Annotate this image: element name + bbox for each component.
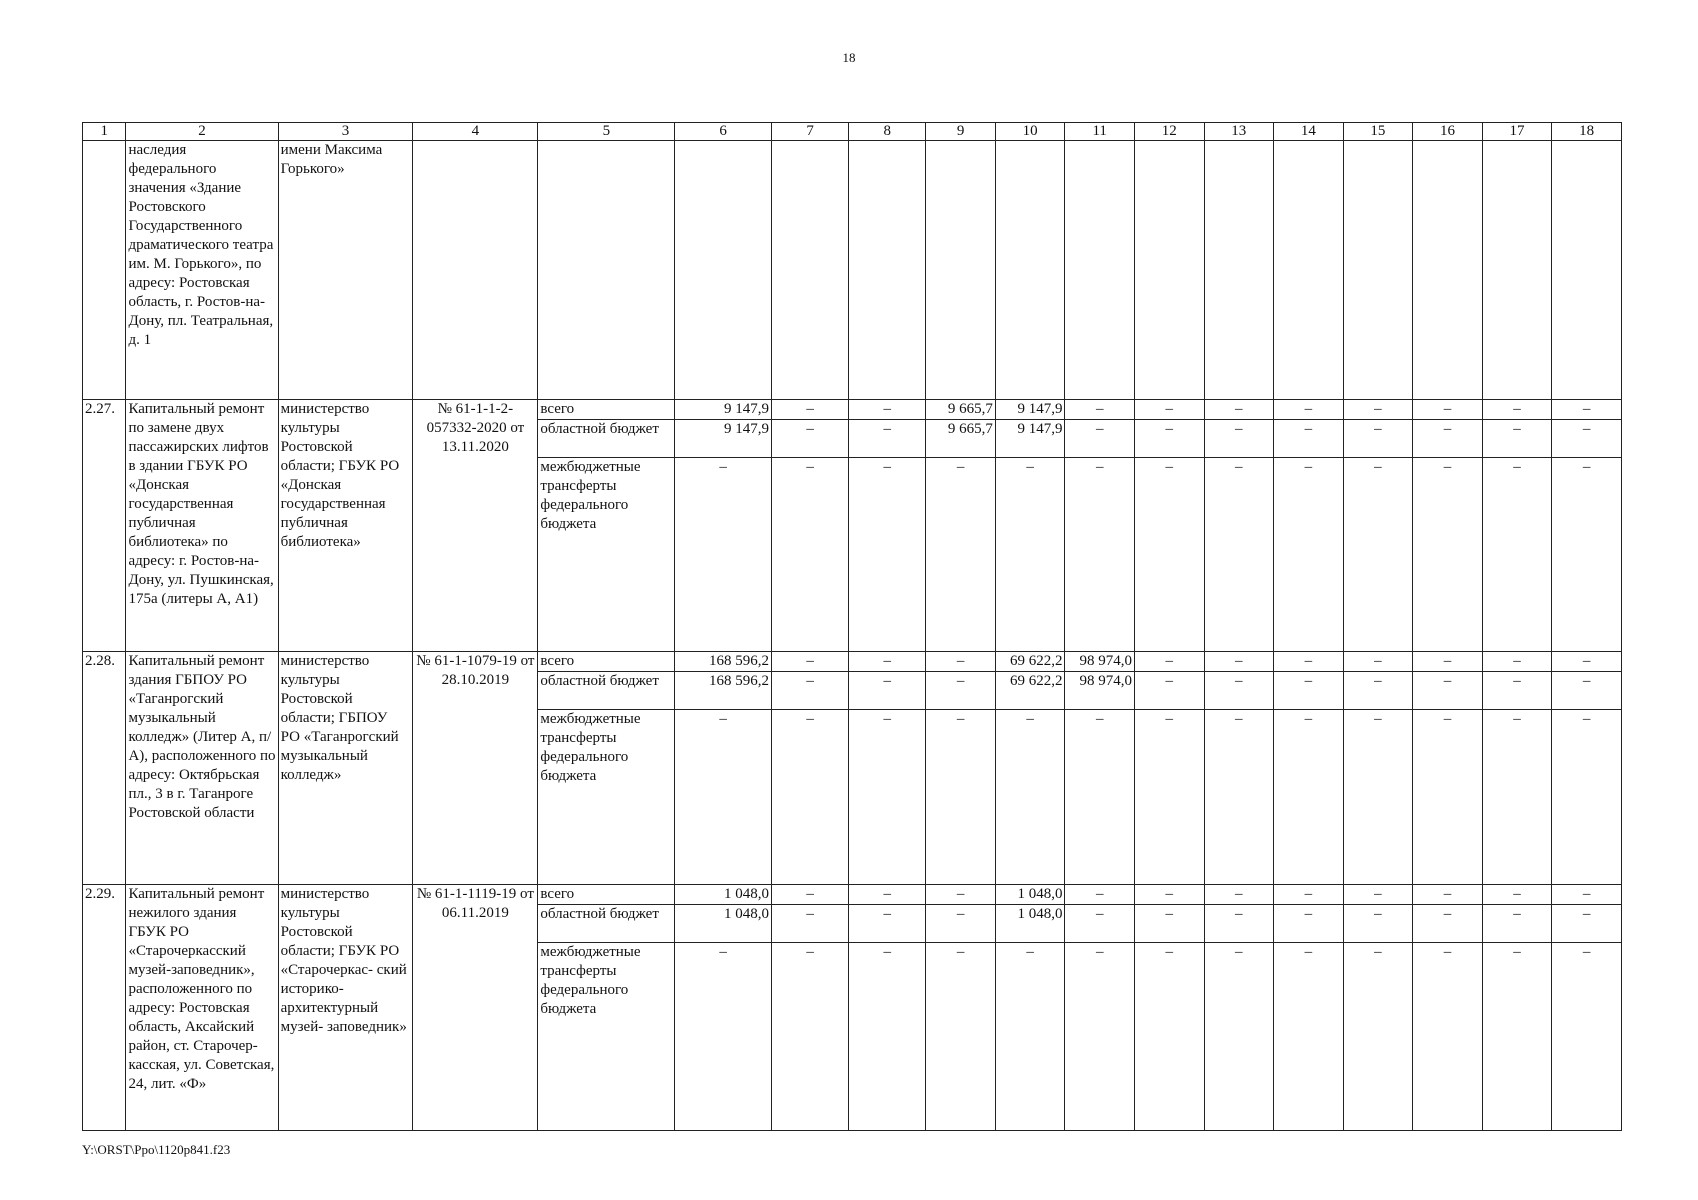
document-number: № 61-1-1079-19 от 28.10.2019 xyxy=(413,652,538,885)
amount-cell: – xyxy=(1413,710,1483,885)
column-header: 13 xyxy=(1204,123,1274,141)
document-number: № 61-1-1119-19 от 06.11.2019 xyxy=(413,885,538,1131)
column-header: 3 xyxy=(278,123,413,141)
amount-cell: – xyxy=(1343,420,1413,458)
amount-cell: – xyxy=(1343,943,1413,1131)
amount-cell: – xyxy=(1204,420,1274,458)
funding-source: межбюджетные трансферты федерального бюджета xyxy=(538,710,675,885)
row-number: 2.29. xyxy=(83,885,126,1131)
column-header: 5 xyxy=(538,123,675,141)
amount-cell: – xyxy=(995,710,1065,885)
amount-cell: – xyxy=(1134,420,1204,458)
amount-cell: 9 147,9 xyxy=(675,400,772,420)
amount-cell: – xyxy=(675,943,772,1131)
column-header: 17 xyxy=(1482,123,1552,141)
amount-cell: – xyxy=(1343,652,1413,672)
amount-cell: – xyxy=(1482,710,1552,885)
amount-cell: 98 974,0 xyxy=(1065,672,1135,710)
amount-cell: – xyxy=(1482,672,1552,710)
column-header: 12 xyxy=(1134,123,1204,141)
amount-cell: – xyxy=(1552,710,1622,885)
amount-cell: – xyxy=(772,400,849,420)
amount-cell: – xyxy=(1204,672,1274,710)
amount-cell: – xyxy=(1552,885,1622,905)
amount-cell: – xyxy=(1065,458,1135,652)
amount-cell: – xyxy=(772,885,849,905)
amount-cell: – xyxy=(1204,905,1274,943)
funding-source: областной бюджет xyxy=(538,672,675,710)
table-row xyxy=(83,141,1622,400)
column-header: 7 xyxy=(772,123,849,141)
amount-cell: – xyxy=(1134,885,1204,905)
amount-cell: 1 048,0 xyxy=(675,905,772,943)
amount-cell: – xyxy=(1413,420,1483,458)
object-name: Капитальный ремонт по замене двух пассажирских лифтов в здании ГБУК РО «Донская государственная публичная библиотека» по адресу: г. Ростов-на-Дону, ул. Пушкинская, 175а (литеры А, А1) xyxy=(126,400,278,652)
amount-cell: – xyxy=(1413,885,1483,905)
column-header: 10 xyxy=(995,123,1065,141)
amount-cell: – xyxy=(1343,458,1413,652)
amount-cell: – xyxy=(1552,943,1622,1131)
column-header: 2 xyxy=(126,123,278,141)
amount-cell: – xyxy=(1482,400,1552,420)
column-header: 6 xyxy=(675,123,772,141)
column-header: 18 xyxy=(1552,123,1622,141)
amount-cell: – xyxy=(772,710,849,885)
column-header: 1 xyxy=(83,123,126,141)
amount-cell: – xyxy=(926,943,996,1131)
row-number xyxy=(83,141,126,400)
amount-cell: – xyxy=(1065,885,1135,905)
amount-cell: – xyxy=(772,420,849,458)
amount-cell: – xyxy=(1482,943,1552,1131)
amount-cell: – xyxy=(675,710,772,885)
amount-cell: – xyxy=(1134,672,1204,710)
amount-cell: – xyxy=(1552,458,1622,652)
amount-cell: – xyxy=(1134,458,1204,652)
amount-cell: – xyxy=(1204,943,1274,1131)
amount-cell: 9 665,7 xyxy=(926,400,996,420)
amount-cell: – xyxy=(1343,400,1413,420)
amount-cell: – xyxy=(1274,652,1344,672)
amount-cell: – xyxy=(1343,710,1413,885)
executor: министерство культуры Ростовской области; ГБУК РО «Старочеркас- ский историко- архитектурный музей- заповедник» xyxy=(278,885,413,1131)
amount-cell: – xyxy=(1482,652,1552,672)
amount-cell: – xyxy=(1134,905,1204,943)
amount-cell: – xyxy=(849,943,926,1131)
amount-cell: – xyxy=(772,672,849,710)
amount-cell: – xyxy=(926,885,996,905)
amount-cell: – xyxy=(995,458,1065,652)
amount-cell: – xyxy=(1134,400,1204,420)
page-number: 18 xyxy=(842,50,856,65)
amount-cell: 168 596,2 xyxy=(675,652,772,672)
amount-cell: – xyxy=(1552,672,1622,710)
amount-cell: – xyxy=(926,652,996,672)
amount-cell: – xyxy=(1274,710,1344,885)
amount-cell: – xyxy=(1552,905,1622,943)
amount-cell: 98 974,0 xyxy=(1065,652,1135,672)
amount-cell: – xyxy=(1134,710,1204,885)
amount-cell: 1 048,0 xyxy=(995,905,1065,943)
amount-cell: – xyxy=(675,458,772,652)
amount-cell: – xyxy=(1065,943,1135,1131)
amount-cell: – xyxy=(849,672,926,710)
funding-source: всего xyxy=(538,400,675,420)
amount-cell: – xyxy=(1552,400,1622,420)
amount-cell: – xyxy=(772,943,849,1131)
executor: министерство культуры Ростовской области; ГБУК РО «Донская государственная публичная библиотека» xyxy=(278,400,413,652)
amount-cell: – xyxy=(1065,400,1135,420)
amount-cell: – xyxy=(995,943,1065,1131)
amount-cell: 69 622,2 xyxy=(995,652,1065,672)
amount-cell: – xyxy=(1065,905,1135,943)
amount-cell: – xyxy=(849,905,926,943)
amount-cell: – xyxy=(1134,943,1204,1131)
table-row xyxy=(83,400,1622,420)
amount-cell: 9 147,9 xyxy=(675,420,772,458)
amount-cell: – xyxy=(1274,905,1344,943)
amount-cell: – xyxy=(926,710,996,885)
executor: имени Максима Горького» xyxy=(278,141,413,400)
amount-cell: – xyxy=(1134,652,1204,672)
amount-cell: – xyxy=(1552,652,1622,672)
funding-source: областной бюджет xyxy=(538,905,675,943)
amount-cell: 9 665,7 xyxy=(926,420,996,458)
amount-cell: – xyxy=(1204,885,1274,905)
amount-cell: – xyxy=(1552,420,1622,458)
amount-cell: – xyxy=(1274,458,1344,652)
amount-cell: 69 622,2 xyxy=(995,672,1065,710)
amount-cell: – xyxy=(1274,420,1344,458)
amount-cell: – xyxy=(1413,458,1483,652)
amount-cell: – xyxy=(1343,672,1413,710)
table-row xyxy=(83,885,1622,905)
row-number: 2.28. xyxy=(83,652,126,885)
amount-cell: – xyxy=(1065,420,1135,458)
amount-cell: – xyxy=(1413,905,1483,943)
object-name: Капитальный ремонт здания ГБПОУ РО «Таганрогский музыкальный колледж» (Литер А, п/А), расположенного по адресу: Октябрьская пл., 3 в г. Таганроге Ростовской области xyxy=(126,652,278,885)
amount-cell: 168 596,2 xyxy=(675,672,772,710)
amount-cell: – xyxy=(849,652,926,672)
amount-cell: – xyxy=(849,885,926,905)
amount-cell: – xyxy=(1274,943,1344,1131)
column-header: 11 xyxy=(1065,123,1135,141)
amount-cell: – xyxy=(1482,458,1552,652)
amount-cell: 9 147,9 xyxy=(995,400,1065,420)
amount-cell: – xyxy=(1065,710,1135,885)
executor: министерство культуры Ростовской области; ГБПОУ РО «Таганрогский музыкальный колледж» xyxy=(278,652,413,885)
column-header: 16 xyxy=(1413,123,1483,141)
amount-cell: – xyxy=(772,905,849,943)
table-row xyxy=(83,652,1622,672)
amount-cell: – xyxy=(1482,905,1552,943)
amount-cell: – xyxy=(1274,400,1344,420)
amount-cell: 1 048,0 xyxy=(675,885,772,905)
amount-cell: – xyxy=(1413,652,1483,672)
funding-source: всего xyxy=(538,885,675,905)
amount-cell: – xyxy=(772,458,849,652)
budget-table xyxy=(82,122,1622,1131)
amount-cell: – xyxy=(926,672,996,710)
amount-cell: 1 048,0 xyxy=(995,885,1065,905)
row-number: 2.27. xyxy=(83,400,126,652)
amount-cell: 9 147,9 xyxy=(995,420,1065,458)
funding-source: межбюджетные трансферты федерального бюджета xyxy=(538,943,675,1131)
amount-cell: – xyxy=(1482,420,1552,458)
amount-cell: – xyxy=(1204,458,1274,652)
amount-cell: – xyxy=(926,458,996,652)
amount-cell: – xyxy=(1413,672,1483,710)
amount-cell: – xyxy=(1274,885,1344,905)
column-header: 9 xyxy=(926,123,996,141)
amount-cell: – xyxy=(1482,885,1552,905)
amount-cell: – xyxy=(849,710,926,885)
amount-cell: – xyxy=(1204,710,1274,885)
column-header: 8 xyxy=(849,123,926,141)
amount-cell: – xyxy=(772,652,849,672)
amount-cell: – xyxy=(1343,905,1413,943)
funding-source: областной бюджет xyxy=(538,420,675,458)
column-header: 4 xyxy=(413,123,538,141)
amount-cell: – xyxy=(1204,400,1274,420)
amount-cell: – xyxy=(926,905,996,943)
amount-cell: – xyxy=(1274,672,1344,710)
amount-cell: – xyxy=(1343,885,1413,905)
column-header: 14 xyxy=(1274,123,1344,141)
amount-cell: – xyxy=(849,458,926,652)
amount-cell: – xyxy=(849,400,926,420)
footer-path: Y:\ORST\Ppo\1120p841.f23 xyxy=(82,1142,231,1157)
header-row xyxy=(83,123,1622,141)
document-number: № 61-1-1-2- 057332-2020 от 13.11.2020 xyxy=(413,400,538,652)
amount-cell: – xyxy=(1204,652,1274,672)
object-name: Капитальный ремонт нежилого здания ГБУК РО «Старочеркасский музей-заповедник», расположенного по адресу: Ростовская область, Аксайский район, ст. Старочер- касская, ул. Советская, 24, лит. «Ф» xyxy=(126,885,278,1131)
funding-source: всего xyxy=(538,652,675,672)
amount-cell: – xyxy=(1413,400,1483,420)
column-header: 15 xyxy=(1343,123,1413,141)
amount-cell: – xyxy=(849,420,926,458)
funding-source: межбюджетные трансферты федерального бюджета xyxy=(538,458,675,652)
object-name: наследия федерального значения «Здание Ростовского Государственного драматического театра им. М. Горького», по адресу: Ростовская область, г. Ростов-на-Дону, пл. Театральная, д. 1 xyxy=(126,141,278,400)
amount-cell: – xyxy=(1413,943,1483,1131)
